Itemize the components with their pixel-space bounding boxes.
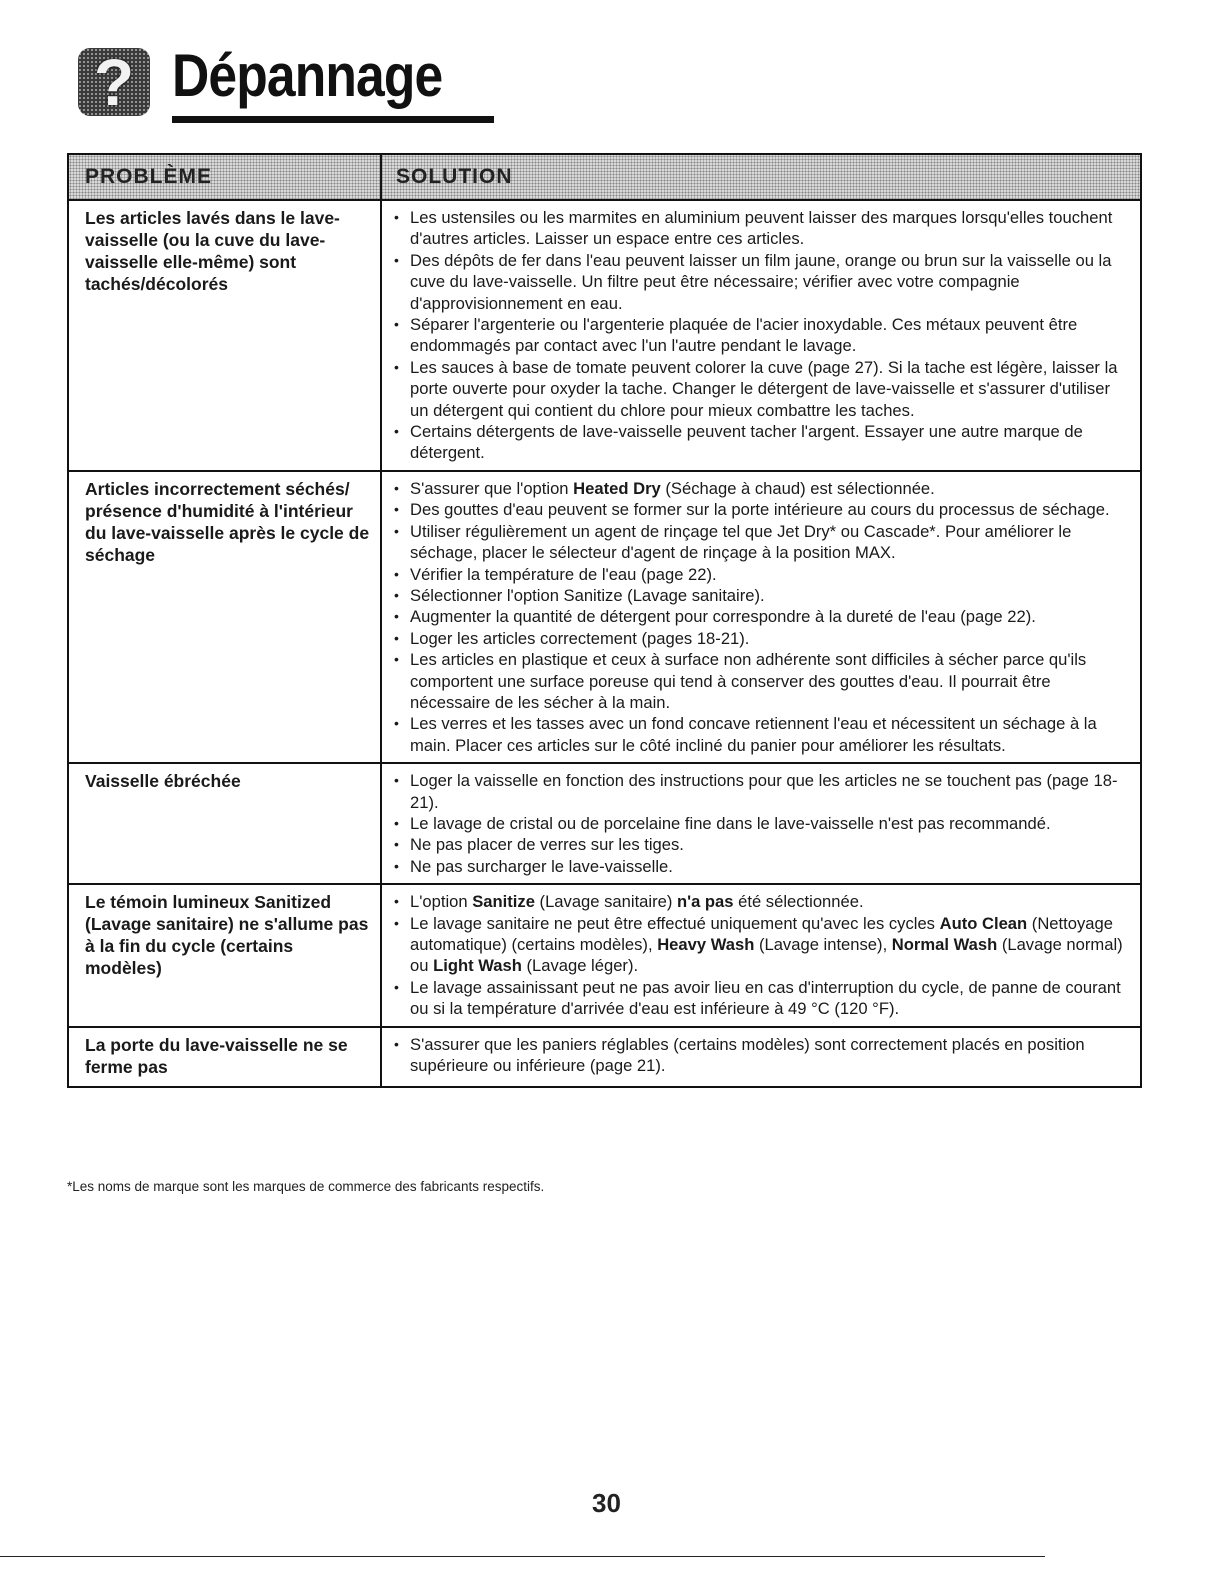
- solution-text: Augmenter la quantité de détergent pour correspondre à la dureté de l'eau (page 22).: [410, 607, 1036, 627]
- solution-text: S'assurer que l'option: [410, 478, 574, 498]
- problem-column-header: PROBLÈME: [69, 155, 382, 199]
- solution-text: Loger les articles correctement (pages 18-21).: [410, 628, 750, 648]
- solution-item: [392, 606, 1126, 627]
- solution-text: (Lavage sanitaire): [534, 892, 677, 912]
- problem-cell: Articles incorrectement séchés/ présence d'humidité à l'intérieur du lave-vaisselle après le cycle de séchage: [69, 472, 382, 762]
- solution-item: [392, 585, 1126, 606]
- solution-item: [392, 977, 1126, 1020]
- problem-cell: Les articles lavés dans le lave-vaisselle (ou la cuve du lave-vaisselle elle-même) sont tachés/décolorés: [69, 201, 382, 470]
- solution-text: Loger la vaisselle en fonction des instructions pour que les articles ne se touchent pas (page 18-21).: [410, 771, 1118, 812]
- table-row: [69, 201, 1140, 472]
- title-underline: [172, 116, 494, 123]
- solution-item: [392, 478, 1126, 499]
- solution-text: Certains détergents de lave-vaisselle peuvent tacher l'argent. Essayer une autre marque de détergent.: [410, 422, 1083, 463]
- solution-item: [392, 834, 1126, 855]
- solution-item: [392, 856, 1126, 877]
- solution-item: [392, 250, 1126, 314]
- solution-list: [392, 478, 1126, 756]
- bold-term: Auto Clean: [939, 913, 1028, 933]
- solution-item: [392, 421, 1126, 464]
- solution-item: [392, 628, 1126, 649]
- bold-term: Heated Dry: [573, 478, 661, 498]
- solution-text: Le lavage de cristal ou de porcelaine fine dans le lave-vaisselle n'est pas recommandé.: [410, 813, 1051, 833]
- solution-list: [392, 891, 1126, 1019]
- solution-text: (Séchage à chaud) est sélectionnée.: [660, 478, 935, 498]
- solution-text: Des gouttes d'eau peuvent se former sur la porte intérieure au cours du processus de séchage.: [410, 500, 1110, 520]
- solution-item: [392, 499, 1126, 520]
- solution-cell: [382, 1028, 1140, 1086]
- solution-text: (Lavage léger).: [521, 956, 639, 976]
- solution-item: [392, 207, 1126, 250]
- solution-text: Utiliser régulièrement un agent de rinçage tel que Jet Dry* ou Cascade*. Pour améliorer le séchage, placer le sélecteur d'agent de rinçage à la position MAX.: [410, 521, 1072, 563]
- solution-item: [392, 357, 1126, 421]
- solution-text: L'option: [410, 892, 473, 912]
- problem-cell: Vaisselle ébréchée: [69, 764, 382, 883]
- solution-item: [392, 564, 1126, 585]
- solution-list: [392, 207, 1126, 464]
- solution-cell: [382, 472, 1140, 762]
- bold-term: n'a pas: [676, 892, 734, 912]
- solution-text: Les verres et les tasses avec un fond concave retiennent l'eau et nécessitent un séchage à la main. Placer ces articles sur le côté incliné du panier pour améliorer les résultats.: [410, 714, 1097, 755]
- solution-text: Sélectionner l'option Sanitize (Lavage sanitaire).: [410, 585, 765, 605]
- solution-text: (Nettoyage automatique) (certains modèles),: [410, 913, 1113, 954]
- problem-cell: La porte du lave-vaisselle ne se ferme pas: [69, 1028, 382, 1086]
- solution-item: [392, 770, 1126, 813]
- footnote: *Les noms de marque sont les marques de commerce des fabricants respectifs.: [67, 1179, 545, 1194]
- solution-item: [392, 913, 1126, 977]
- solution-text: Séparer l'argenterie ou l'argenterie plaquée de l'acier inoxydable. Ces métaux peuvent être endommagés par contact avec l'un l'autre pendant le lavage.: [410, 315, 1078, 356]
- solution-text: S'assurer que les paniers réglables (certains modèles) sont correctement placés en position supérieure ou inférieure (page 21).: [410, 1034, 1085, 1076]
- solution-text: Les sauces à base de tomate peuvent colorer la cuve (page 27). Si la tache est légère, laisser la porte ouverte pour oxyder la tache. Changer le détergent de lave-vaisselle et s'assurer d'utiliser un détergent qui contient du chlore pour mieux combattre les taches.: [410, 357, 1118, 420]
- bold-term: Normal Wash: [891, 935, 998, 954]
- question-mark-icon: ?: [78, 48, 150, 116]
- table-row: [69, 472, 1140, 764]
- bold-term: Light Wash: [433, 956, 522, 976]
- solution-text: Ne pas placer de verres sur les tiges.: [410, 835, 684, 855]
- page-number: 30: [592, 1488, 621, 1518]
- solution-text: Des dépôts de fer dans l'eau peuvent laisser un film jaune, orange ou brun sur la vaisselle ou la cuve du lave-vaisselle. Un filtre peut être nécessaire; vérifier avec votre compagnie d'approvisionnement en eau.: [410, 250, 1112, 313]
- troubleshooting-table: [67, 153, 1142, 1088]
- solution-text: (Lavage normal) ou: [410, 935, 1123, 976]
- problem-cell: Le témoin lumineux Sanitized (Lavage sanitaire) ne s'allume pas à la fin du cycle (certains modèles): [69, 885, 382, 1025]
- solution-item: [392, 314, 1126, 357]
- solution-column-header: SOLUTION: [396, 165, 513, 188]
- table-row: [69, 764, 1140, 885]
- solution-text: (Lavage intense),: [754, 935, 892, 954]
- table-body: [69, 201, 1140, 1086]
- solution-cell: [382, 885, 1140, 1025]
- page-header: [78, 38, 443, 128]
- solution-text: Vérifier la température de l'eau (page 22).: [410, 564, 717, 584]
- solution-text: Ne pas surcharger le lave-vaisselle.: [410, 856, 673, 876]
- solution-list: [392, 1034, 1126, 1077]
- solution-text: Les ustensiles ou les marmites en aluminium peuvent laisser des marques lorsqu'elles touchent d'autres articles. Laisser un espace entre ces articles.: [410, 208, 1113, 249]
- solution-item: [392, 1034, 1126, 1077]
- solution-item: [392, 713, 1126, 756]
- page-title: Dépannage: [172, 42, 443, 109]
- solution-cell: [382, 201, 1140, 470]
- solution-item: [392, 521, 1126, 564]
- solution-text: Le lavage assainissant peut ne pas avoir lieu en cas d'interruption du cycle, de panne de courant ou si la température d'arrivée d'eau est inférieure à 49 °C (120 °F).: [410, 977, 1121, 1019]
- solution-list: [392, 770, 1126, 877]
- table-row: [69, 885, 1140, 1027]
- solution-item: [392, 891, 1126, 912]
- bold-term: Sanitize: [472, 892, 535, 912]
- bottom-divider: [0, 1556, 1045, 1557]
- solution-text: Le lavage sanitaire ne peut être effectué uniquement qu'avec les cycles: [410, 913, 940, 933]
- table-row: [69, 1028, 1140, 1086]
- solution-cell: [382, 764, 1140, 883]
- solution-text: Les articles en plastique et ceux à surface non adhérente sont difficiles à sécher parce qu'ils comportent une surface poreuse qui tend à conserver des gouttes d'eau. Il pourrait être nécessaire de les sécher à la main.: [410, 650, 1087, 712]
- solution-text: été sélectionnée.: [733, 892, 864, 912]
- bold-term: Heavy Wash: [657, 935, 755, 954]
- solution-item: [392, 649, 1126, 713]
- solution-item: [392, 813, 1126, 834]
- table-header: [69, 155, 1140, 201]
